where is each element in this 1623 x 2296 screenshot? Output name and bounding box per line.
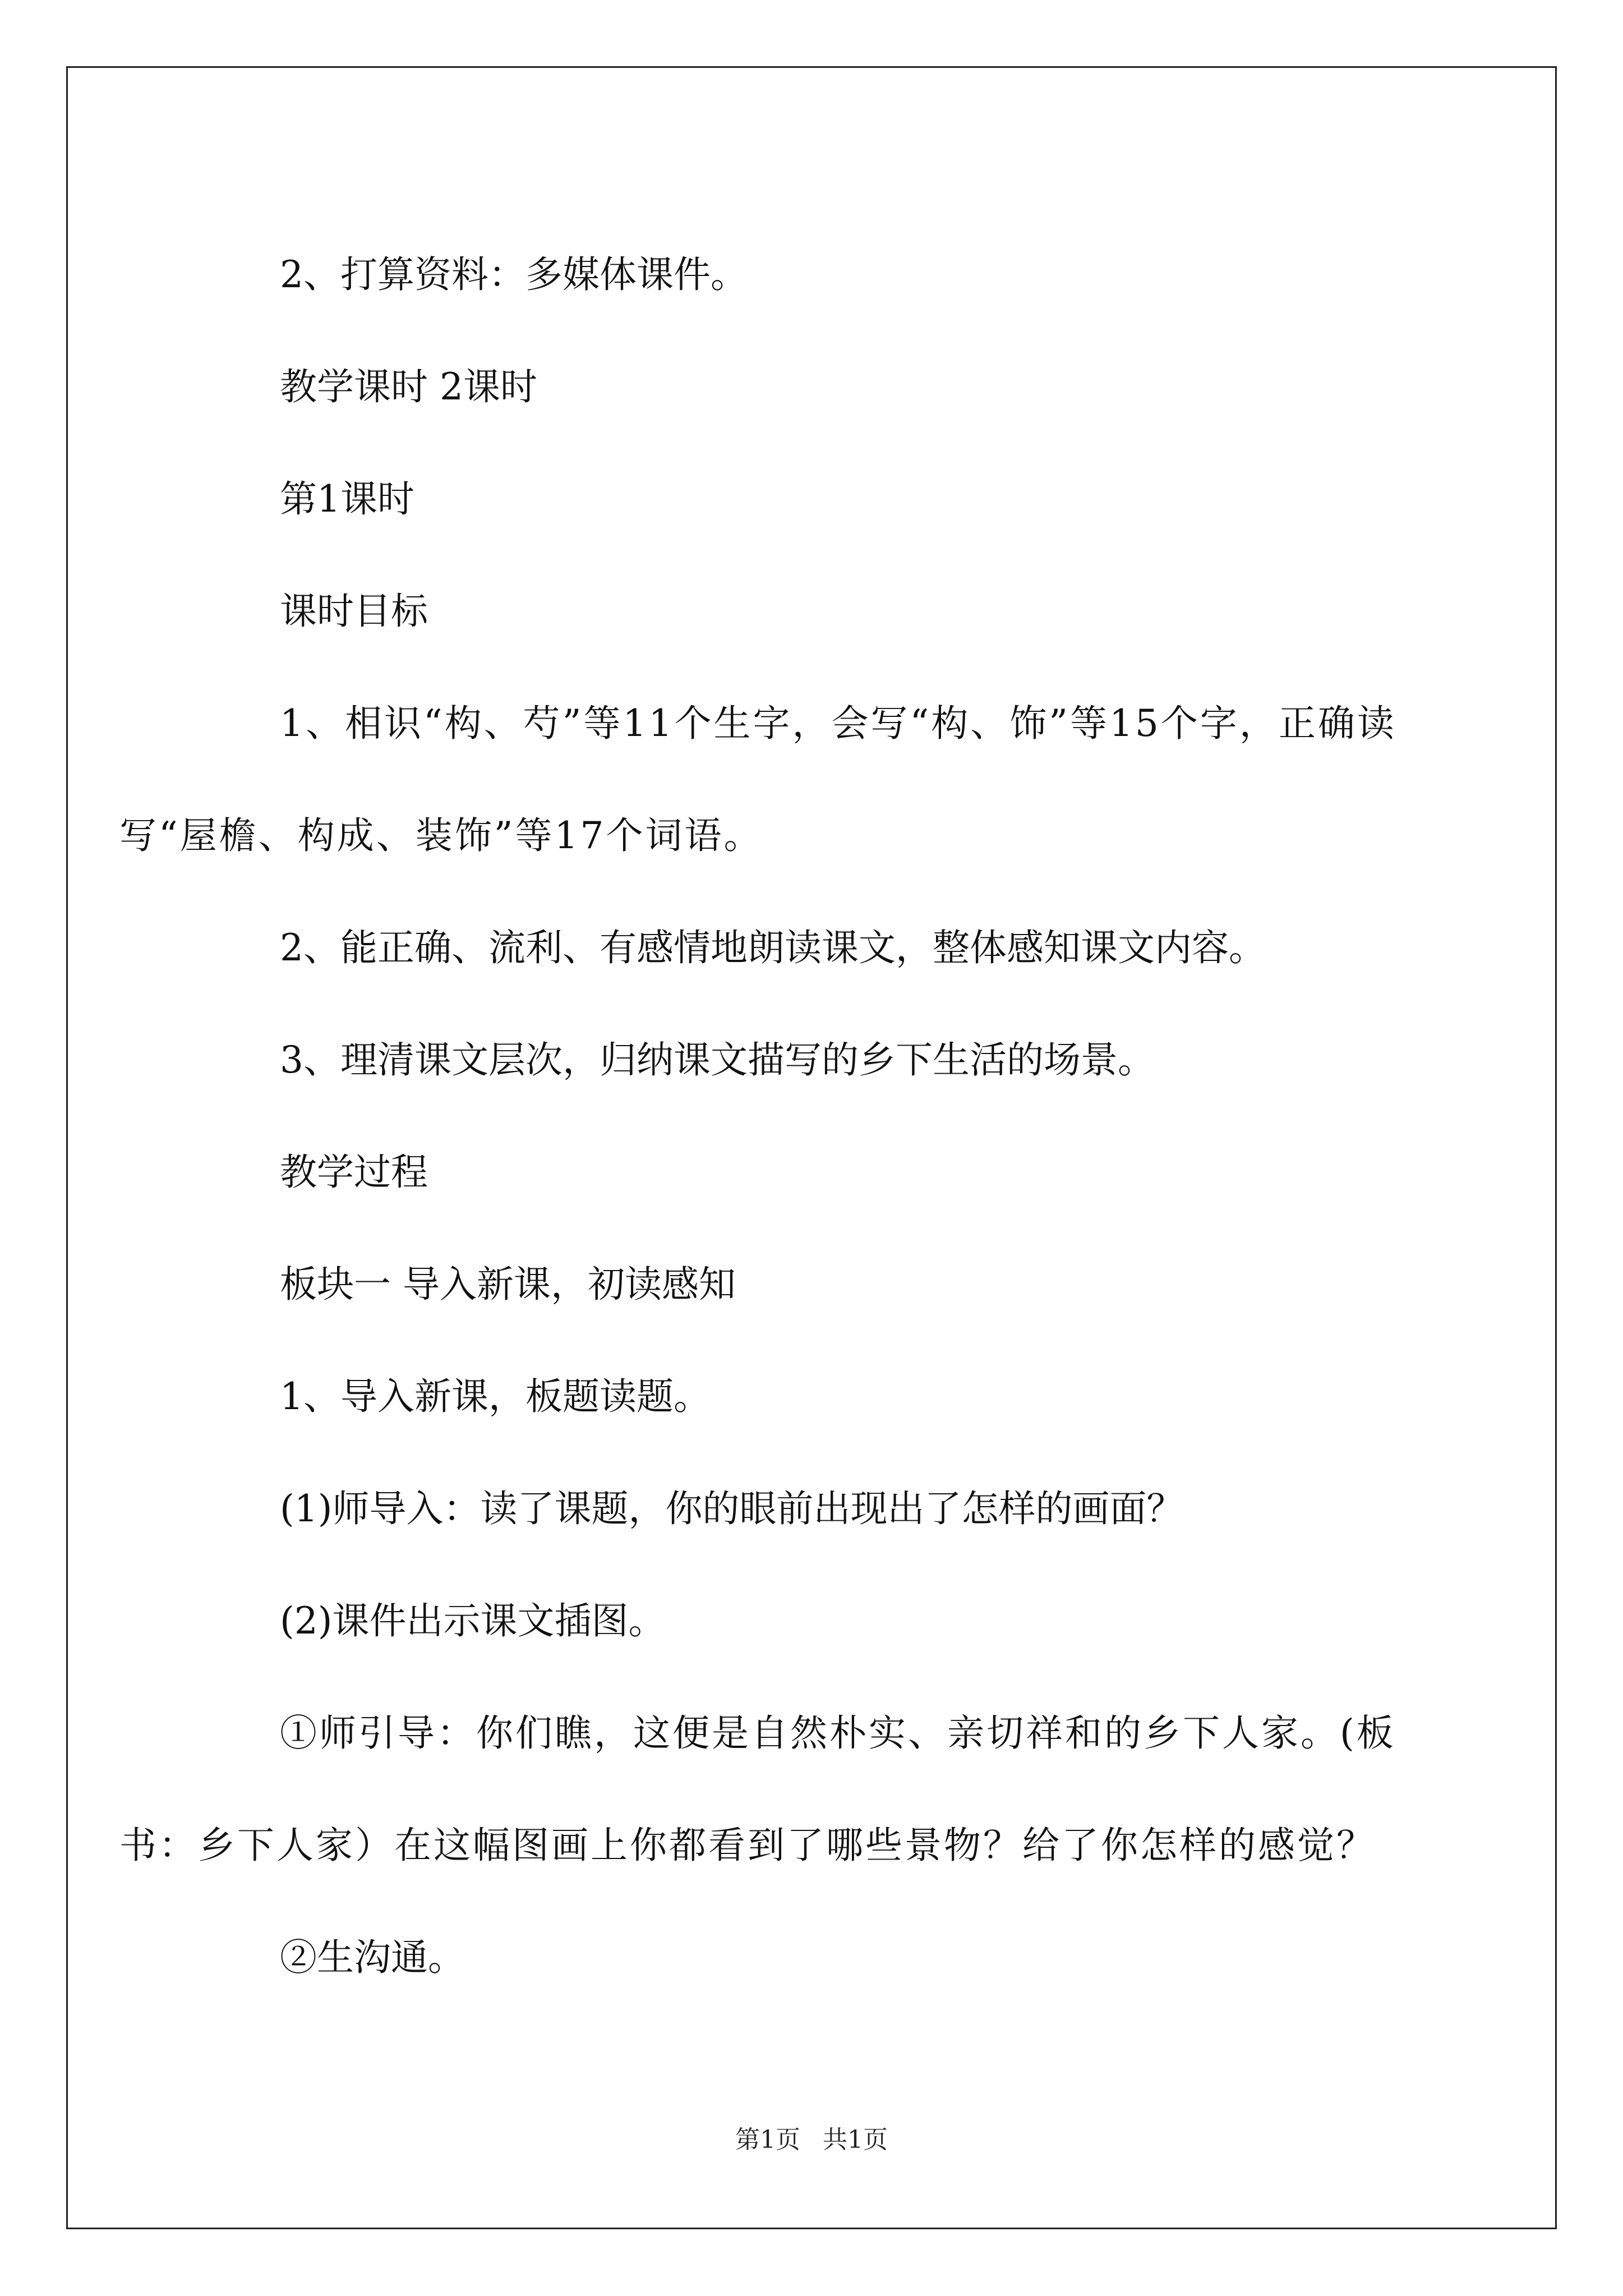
- page-number: 第1页: [735, 2125, 800, 2154]
- paragraph-step-1-1: (1)师导入：读了课题，你的眼前出现出了怎样的画面？: [280, 1487, 1184, 1530]
- page-total: 共1页: [823, 2125, 888, 2154]
- paragraph-materials: 2、打算资料：多媒体课件。: [280, 253, 748, 296]
- paragraph-process-heading: 教学过程: [280, 1151, 428, 1194]
- paragraph-lesson-one: 第1课时: [280, 477, 414, 521]
- paragraph-step-1-2: (2)课件出示课文插图。: [280, 1599, 666, 1642]
- document-body: [119, 219, 1428, 2014]
- paragraph-goal-3: 3、理清课文层次，归纳课文描写的乡下生活的场景。: [280, 1038, 1155, 1082]
- paragraph-guide: ①师引导：你们瞧，这便是自然朴实、亲切祥和的乡下人家。(板书：乡下人家）在这幅图画上你都看到了哪些景物？给了你怎样的感觉？: [119, 1711, 1396, 1867]
- paragraph-section-one: 板块一 导入新课，初读感知: [280, 1263, 736, 1306]
- paragraph-lesson-goals-heading: 课时目标: [280, 590, 428, 633]
- paragraph-teaching-hours: 教学课时 2课时: [280, 365, 537, 408]
- paragraph-communicate: ②生沟通。: [280, 1936, 465, 1979]
- paragraph-goal-2: 2、能正确、流利、有感情地朗读课文，整体感知课文内容。: [280, 926, 1266, 969]
- page-footer: [0, 2119, 1623, 2155]
- paragraph-step-1: 1、导入新课，板题读题。: [280, 1375, 711, 1418]
- paragraph-goal-1: 1、相识“构、芍”等11个生字，会写“构、饰”等15个字，正确读写“屋檐、构成、装饰”等17个词语。: [119, 702, 1396, 857]
